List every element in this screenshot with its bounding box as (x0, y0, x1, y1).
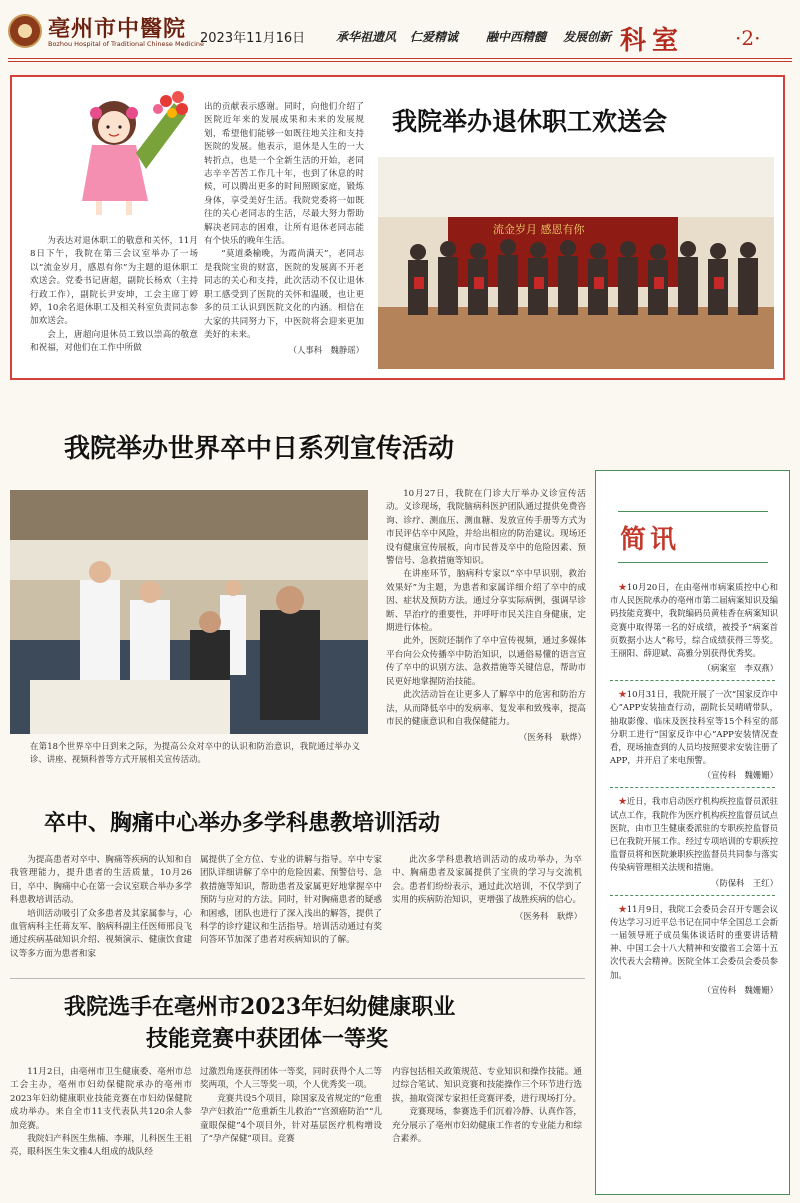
sidebar-title: 简讯 (620, 525, 681, 555)
sidebar-items (610, 581, 778, 996)
sidebar-divider (610, 680, 775, 682)
article1-paragraph: 为表达对退休职工的敬意和关怀，11月8日下午，我院在第三会议室举办了一场以“流金岁月，感恩有你”为主题的退休职工欢送会。党委书记唐超，副院长杨欢（主持行政工作），副院长尹安坤，工会主席丁婷婷，10余名退休职工及相关科室负责同志参加欢送会。 (30, 236, 198, 327)
news-brief-sidebar (595, 470, 790, 1195)
article1-column-2 (204, 101, 364, 358)
article2-paragraph: 10月27日，我院在门诊大厅举办义诊宣传活动。义诊现场，我院脑病科医护团队通过提供免费咨询、诊疗、测血压、测血糖、发放宣传手册等方式为市民评估卒中风险，并给出相应的防治建议。现场还设有健康宣传展板，向市民普及卒中的危险因素、预警信号、急救措施等知识。 (386, 489, 586, 567)
page-header (0, 0, 800, 64)
article1-signature: （人事科 魏静瑶） (288, 345, 364, 356)
slogan-3: 融中西精髓 (486, 30, 547, 44)
article3-paragraph: 为提高患者对卒中、胸痛等疾病的认知和自我管理能力，提升患者的生活质量，10月26日，卒中、胸痛中心在第一会议室联合举办多学科患教培训活动。 (10, 855, 192, 906)
article2-paragraph: 此次活动旨在让更多人了解卒中的危害和防治方法，从而降低卒中的发病率、复发率和致残率，提高市民的健康意识和自我保健能力。 (386, 690, 586, 727)
article4-column-3 (392, 1066, 582, 1146)
news-item: ★11月9日，我院工会委员会召开专题会议传达学习习近平总书记在同中华全国总工会新一届领导班子成员集体谈话时的重要讲话精神、中国工会十八大精神和安徽省工会第十五次代表大会精神。医院全体工会委员会委员参加。 (610, 903, 779, 980)
article3-column-3 (392, 854, 582, 923)
article4-paragraph: 竞赛共设5个项目，除国家及省规定的“危重孕产妇救治”“危重新生儿救治”“宫颈癌防治”“儿童眼保健”4个项目外，针对基层医疗机构增设了“孕产保健”项目。竞赛 (200, 1093, 382, 1145)
slogan-1: 承华祖遗风 (336, 30, 397, 44)
article2-title: 我院举办世界卒中日系列宣传活动 (64, 434, 455, 464)
sidebar-divider (610, 895, 775, 897)
article2-signature: （医务科 耿烨） (519, 732, 586, 743)
hospital-english-name: Bozhou Hospital of Traditional Chinese Medicine (48, 40, 205, 48)
issue-date: 2023年11月16日 (200, 31, 306, 46)
news-item-signature: （病案室 李双燕） (702, 663, 778, 674)
article4-paragraph: 内容包括相关政策规范、专业知识和操作技能。通过综合笔试、知识竞赛和技能操作三个环节进行选拔，抽取资深专家担任竞赛评委，进行现场打分。 (392, 1067, 582, 1104)
header-rule (8, 58, 792, 59)
article4-title-line-2: 技能竞赛中获团体一等奖 (146, 1026, 389, 1052)
article1-paragraph: 出的贡献表示感谢。同时，向他们介绍了医院近年来的发展成果和未来的发展规划，希望他们能够一如既往地关注和支持医院的发展。他表示，退休是人生的一大转折点，也是一个全新生活的开始，老同志辛辛苦苦工作几十年，也到了休息的时候，可以腾出更多的时间照顾家庭，锻炼身体，享受美好生活。我院党委将一如既往的关心老同志的生活，尽最大努力帮助解决老同志的困难，让所有退休老同志能有个快乐的晚年生活。 (204, 102, 364, 247)
header-rule-2 (8, 61, 792, 62)
article2-paragraph: 在讲座环节，脑病科专家以“卒中早识别，救治效果好”为主题，为患者和家属详细介绍了卒中的成因、症状及预防方法。通过分享实际病例，强调早诊断、早治疗的重要性，并呼吁市民关注自身健康，定期进行体检。 (386, 569, 586, 634)
hospital-logo (8, 14, 42, 48)
article3-paragraph: 培训活动吸引了众多患者及其家属参与，心血管病科主任蒋友军、脑病科副主任医师邢良飞通过疾病基础知识介绍、视频演示、健康饮食建议等多方面为患者和家 (10, 908, 192, 959)
article3-paragraph: 此次多学科患教培训活动的成功举办，为卒中、胸痛患者及家属提供了宝贵的学习与交流机会。患者们纷纷表示，通过此次培训，不仅学到了实用的疾病防治知识，更增强了战胜疾病的信心。 (392, 855, 582, 906)
stroke-day-event-photo (10, 490, 368, 734)
article1-paragraph: “莫道桑榆晚，为霞尚满天”，老同志是我院宝贵的财富，医院的发展离不开老同志的关心和支持，此次活动不仅让退休职工感受到了医院的关怀和温暖，也让更多的员工认识到医院文化的内涵。相信在大家的共同努力下，中医院将会迎来更加美好的未来。 (204, 249, 364, 340)
star-icon: ★ (618, 796, 627, 807)
photo-banner-text: 流金岁月 感恩有你 (493, 223, 585, 236)
news-item: ★10月20日，在由亳州市病案质控中心和市人民医院承办的亳州市第二届病案知识及编码技能竞赛中，我院编码员黄桂香在病案知识竞赛中取得第一名的好成绩，被授予“病案首页数据小达人”称号，综合成绩获得三等奖。王丽阳、薛迎斌、高雅分别获得优秀奖。 (610, 582, 778, 659)
news-item: ★10月31日，我院开展了一次“国家反诈中心”APP安装抽查行动，副院长吴晴晴带队，抽取影像、临床及医技科室等15个科室的部分职工进行“国家反诈中心”APP安装情况查看，现场抽查到的人员均按照要求安装注册了APP，并开启了来电预警。 (610, 689, 778, 766)
article2-paragraph: 此外，医院还制作了卒中宣传视频，通过多媒体平台向公众传播卒中防治知识，以通俗易懂的语言宣传了卒中的识别方法、急救措施等关键信息，帮助市民更好地掌握防治技能。 (386, 636, 586, 687)
news-item: ★近日，我市启动医疗机构疾控监督员派驻试点工作，我院作为医疗机构疾控监督员试点医院，由市卫生健康委派驻的专职疾控监督员已在我院开展工作。经过专项培训的专职疾控监督员将和医院兼职疾控监督员共同参与落实传染病管理相关法规和措施。 (610, 796, 779, 873)
slogan-2: 仁爱精诚 (410, 30, 459, 44)
article4-paragraph: 竞赛现场，参赛选手们沉着冷静、认真作答，充分展示了亳州市妇幼健康工作者的专业能力和综合素养。 (392, 1107, 582, 1145)
slogan-4: 发展创新 (563, 30, 612, 44)
article3-column-1 (10, 854, 192, 961)
article2-column (386, 488, 586, 745)
star-icon: ★ (618, 582, 628, 592)
article1-paragraph: 会上，唐超向退休员工致以崇高的敬意和祝福，对他们在工作中所做 (30, 329, 198, 354)
retirement-group-photo (378, 157, 774, 369)
article3-paragraph: 属提供了全方位、专业的讲解与指导。卒中专家团队详细讲解了卒中的危险因素、预警信号、急救措施等知识，帮助患者及家属更好地掌握卒中预防与应对的方法。同时，针对胸痛患者的疑惑和困惑，团队也进行了深入浅出的解答，提供了科学的诊疗建议和生活指导。培训活动通过有奖问答环节加深了患者对疾病知识的了解。 (200, 855, 382, 946)
hospital-name: 亳州市中醫院 (48, 16, 187, 42)
girl-with-flowers-illustration (62, 83, 192, 223)
article4-title-line-1: 我院选手在亳州市2023年妇幼健康职业 (64, 994, 456, 1020)
star-icon: ★ (618, 903, 627, 914)
article4-column-2 (200, 1066, 382, 1146)
article3-signature: （医务科 耿烨） (515, 910, 582, 921)
article2-photo-caption: 在第18个世界卒中日到来之际，为提高公众对卒中的认识和防治意识，我院通过举办义诊、讲座、视频科普等方式开展相关宣传活动。 (30, 741, 360, 765)
page-number: ·2· (735, 26, 761, 50)
article4-column-1 (10, 1066, 192, 1160)
article-retirement-box (10, 75, 785, 380)
news-item-signature: （宣传科 魏姗姗） (702, 984, 778, 995)
article4-paragraph: 过激烈角逐获得团体一等奖，同时获得个人二等奖两项，个人三等奖一项，个人优秀奖一项。 (200, 1067, 382, 1091)
section-name: 科室 (620, 26, 685, 56)
article4-paragraph: 我院妇产科医生焦楠、李璀，儿科医生王祖亮，眼科医生朱文雅4人组成的战队经 (10, 1134, 192, 1158)
article4-paragraph: 11月2日，由亳州市卫生健康委、亳州市总工会主办，亳州市妇幼保健院承办的亳州市2023年妇幼健康职业技能竞赛在市妇幼保健院成功举办。来自全市11支代表队共120余人参加竞赛。 (10, 1067, 192, 1131)
article3-column-2 (200, 854, 382, 948)
news-item-signature: （防保科 王红） (711, 877, 778, 888)
news-item-signature: （宣传科 魏姗姗） (702, 770, 778, 781)
section-divider (10, 978, 585, 979)
article1-column-1 (30, 235, 198, 356)
star-icon: ★ (618, 689, 627, 700)
article1-title: 我院举办退休职工欢送会 (392, 107, 668, 136)
sidebar-divider (610, 787, 775, 789)
article3-title: 卒中、胸痛中心举办多学科患教培训活动 (44, 810, 441, 836)
